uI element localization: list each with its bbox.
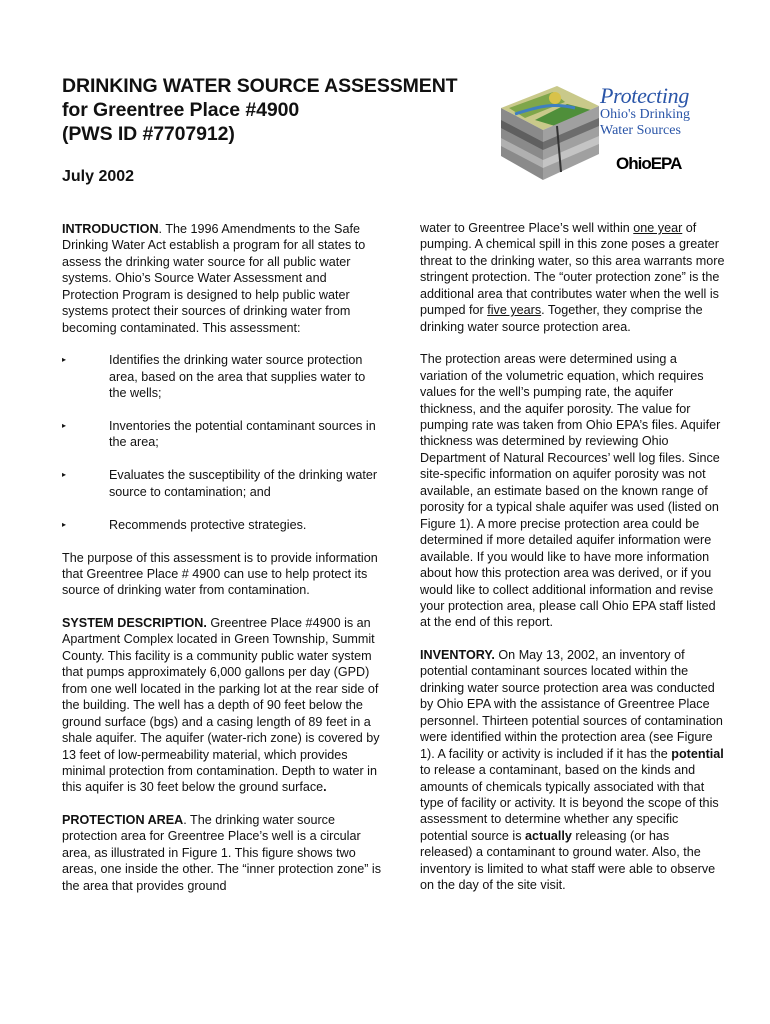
protection-area-text-continued: water to Greentree Place’s well within — [420, 221, 634, 235]
right-column — [420, 221, 725, 910]
introduction-heading: INTRODUCTION — [62, 222, 159, 236]
protection-area-text-2: of pumping. A chemical spill in this zone poses a greater threat to the drinking water, so this area warrants more stringent protection. The “outer protection zone” is the additional area that contributes water when the well is pumped for — [420, 221, 725, 318]
list-item — [62, 418, 382, 451]
bullet-marker-icon: ▸ — [62, 355, 67, 365]
protection-area-paragraph — [62, 812, 382, 894]
document-title — [62, 74, 492, 146]
purpose-paragraph: The purpose of this assessment is to provide information that Greentree Place # 4900 can use to help protect its source of drinking water from contamination. — [62, 550, 378, 598]
ohio-epa-logo — [495, 68, 710, 186]
bullet-text: Recommends protective strategies. — [109, 517, 307, 532]
introduction-text: . The 1996 Amendments to the Safe Drinking Water Act establish a program for all states to assess the drinking water source for all public water systems. Ohio’s Source Water Assessment and Protection Program is designed to help public water systems protect their sources of drinking water from becoming contaminated. This assessment: — [62, 222, 366, 335]
system-description-end: . — [323, 780, 327, 795]
logo-line-2: Ohio's Drinking — [600, 107, 691, 122]
inventory-text-3: releasing (or has released) a contaminant to ground water. Also, the inventory is limited to what staff were able to observe on the day of the site visit. — [420, 828, 716, 893]
introduction-paragraph — [62, 221, 382, 336]
system-description-text: Greentree Place #4900 is an Apartment Complex located in Green Township, Summit County. This facility is a community public water system that pumps approximately 6,000 gallons per day (GPD) from one well located in the parking lot at the rear side of the building. The well has a depth of 90 feet below the ground surface (bgs) and a casing length of 89 feet in a shale aquifer. The aquifer (water-rich zone) is covered by 13 feet of low-permeability material, which provides minimal protection from contamination. Depth to water in this aquifer is 30 feet below the ground surface — [62, 615, 380, 795]
bullet-marker-icon: ▸ — [62, 420, 67, 430]
bullet-text: Inventories the potential contaminant sources in the area; — [109, 418, 376, 450]
list-item — [62, 467, 382, 500]
left-column — [62, 221, 382, 910]
bullet-marker-icon: ▸ — [62, 470, 67, 480]
logo-protecting-text: Protecting — [600, 83, 690, 108]
one-year-text: one year — [633, 221, 683, 235]
landscape-block-icon — [495, 68, 605, 186]
title-block — [62, 74, 492, 186]
inventory-text: On May 13, 2002, an inventory of potential contaminant sources located within the drinking water source protection area was conducted by Ohio EPA with the assistance of Greentree Place personnel. Thirteen potential sources of contamination were identified within the protection area (see Figure 1). A facility or activity is included if it has the — [420, 647, 723, 761]
protection-area-continued — [420, 220, 725, 335]
list-item — [62, 352, 382, 401]
bullet-text: Identifies the drinking water source protection area, based on the area that supplies water to the wells; — [109, 353, 366, 401]
list-item — [62, 517, 382, 533]
protection-area-heading: PROTECTION AREA — [62, 812, 184, 827]
title-line-1: DRINKING WATER SOURCE ASSESSMENT — [62, 75, 458, 97]
document-date: July 2002 — [62, 168, 135, 185]
system-description-paragraph — [62, 615, 382, 796]
title-line-3: (PWS ID #7707912) — [62, 123, 235, 145]
five-years-text: five years — [487, 303, 542, 318]
bullet-marker-icon: ▸ — [62, 519, 67, 529]
actually-emphasis: actually — [525, 828, 572, 843]
inventory-paragraph — [420, 647, 725, 894]
inventory-heading: INVENTORY. — [420, 647, 495, 662]
assessment-bullet-list — [62, 352, 382, 533]
inventory-text-2: to release a contaminant, based on the kinds and amounts of chemicals typically associated with that type of facility or activity. It is beyond the scope of this assessment to determine whether any specific potential source is — [420, 763, 719, 843]
methods-paragraph: The protection areas were determined using a variation of the volumetric equation, which requires values for the well’s pumping rate, the aquifer thickness, and the aquifer porosity. The value for pumping rate was taken from Ohio EPA’s files. Aquifer thickness was determined by reviewing Ohio Department of Natural Recources’ well log files. Since site-specific information on aquifer porosity was not available, an estimate based on the known range of porosity for a typical shale aquifer was used (listed on Figure 1). A more precise protection area could be determined if more detailed aquifer information were available. If you would like to have more information about how this protection area was derived, or if you would like to collect additional information and revise your protection area, please call Ohio EPA staff listed at the end of this report. — [420, 352, 721, 630]
ohio-epa-wordmark: OhioEPA — [616, 154, 682, 173]
potential-emphasis: potential — [671, 746, 724, 761]
protection-area-text-3: . Together, they comprise the drinking water source protection area. — [420, 303, 703, 334]
logo-subtitle — [600, 107, 690, 139]
logo-line-3: Water Sources — [600, 123, 681, 138]
bullet-text: Evaluates the susceptibility of the drinking water source to contamination; and — [109, 468, 378, 499]
system-description-heading: SYSTEM DESCRIPTION. — [62, 615, 207, 630]
title-line-2: for Greentree Place #4900 — [62, 99, 300, 121]
protection-area-text: . The drinking water source protection area for Greentree Place’s well is a circular area, as illustrated in Figure 1. This figure shows two areas, one inside the other. The “inner protection zone” is the area that provides ground — [62, 812, 382, 893]
